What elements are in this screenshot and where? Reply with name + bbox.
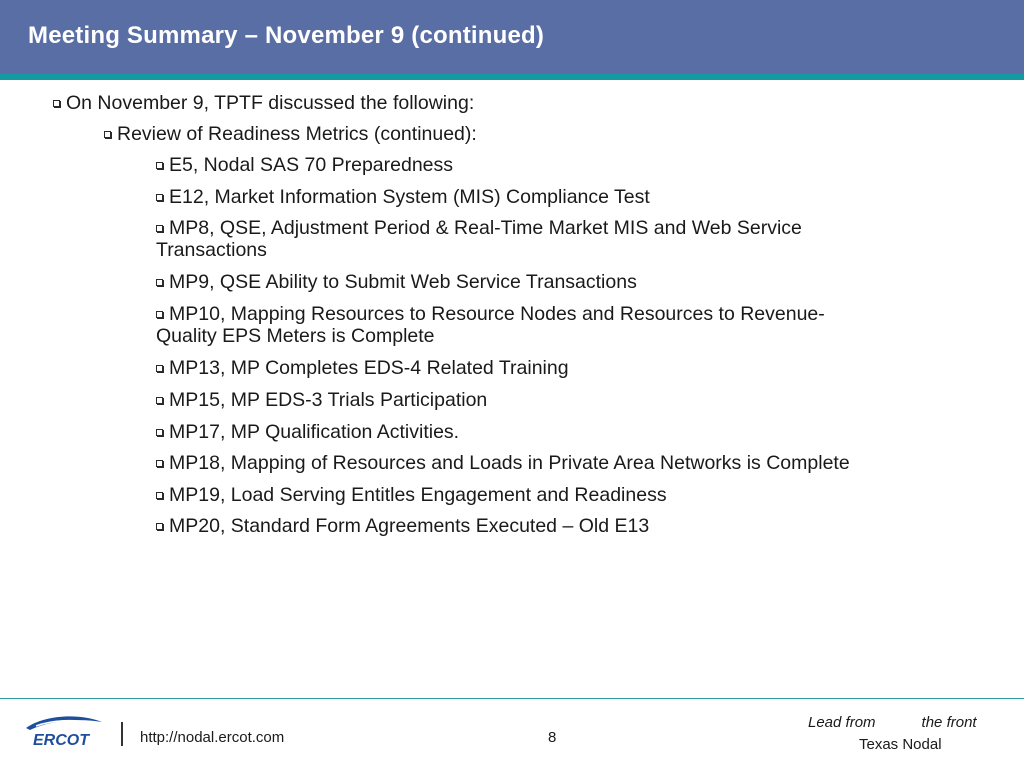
metric-item [156,186,976,208]
metric-item [156,357,976,379]
metric-item-text: MP18, Mapping of Resources and Loads in Private Area Networks is Complete [169,452,850,474]
square-bullet-icon [156,311,163,318]
slide-title: Meeting Summary – November 9 (continued) [28,22,545,49]
square-bullet-icon [156,194,163,201]
metric-item [156,484,976,506]
metric-item-text: MP10, Mapping Resources to Resource Nodes and Resources to Revenue- [169,303,825,325]
square-bullet-icon [156,365,163,372]
tagline-left: Lead from [808,714,876,731]
square-bullet-icon [53,100,60,107]
tagline-sub: Texas Nodal [859,736,942,753]
metric-item-text: MP20, Standard Form Agreements Executed – Old E13 [169,515,650,537]
title-bar [0,0,1024,74]
metric-item [156,452,976,474]
logo-wordmark: ERCOT [33,732,89,749]
tagline-right: the front [921,714,977,731]
metric-item-text: MP13, MP Completes EDS-4 Related Training [169,357,569,379]
square-bullet-icon [156,429,163,436]
metric-item-text: Transactions [156,239,267,261]
square-bullet-icon [156,225,163,232]
bullet-level1 [53,92,474,114]
metric-item [156,515,976,537]
metric-item-text: MP8, QSE, Adjustment Period & Real-Time Market MIS and Web Service [169,217,802,239]
metric-item-text: MP17, MP Qualification Activities. [169,421,460,443]
square-bullet-icon [156,492,163,499]
metric-item-text: MP19, Load Serving Entitles Engagement and Readiness [169,484,667,506]
metric-item [156,154,976,176]
metric-item [156,217,976,261]
metric-item [156,389,976,411]
page-number: 8 [548,729,557,746]
metric-item [156,303,976,347]
title-underline [0,74,1024,80]
bullet-text: On November 9, TPTF discussed the following: [66,92,475,114]
square-bullet-icon [156,523,163,530]
square-bullet-icon [156,397,163,404]
metric-item-text: E5, Nodal SAS 70 Preparedness [169,154,454,176]
square-bullet-icon [156,279,163,286]
metric-item-text: E12, Market Information System (MIS) Compliance Test [169,186,650,208]
metric-item-text: MP9, QSE Ability to Submit Web Service Transactions [169,271,637,293]
logo-separator [121,722,123,746]
footer-divider [0,698,1024,699]
tagline [808,714,977,731]
bullet-level2 [104,123,477,145]
ercot-logo [22,714,108,750]
metric-item [156,271,976,293]
bullet-text: Review of Readiness Metrics (continued): [117,123,477,145]
metric-item-text: MP15, MP EDS-3 Trials Participation [169,389,488,411]
square-bullet-icon [104,131,111,138]
metric-item-text: Quality EPS Meters is Complete [156,325,435,347]
square-bullet-icon [156,162,163,169]
footer-url: http://nodal.ercot.com [140,729,285,746]
metric-item [156,421,976,443]
square-bullet-icon [156,460,163,467]
